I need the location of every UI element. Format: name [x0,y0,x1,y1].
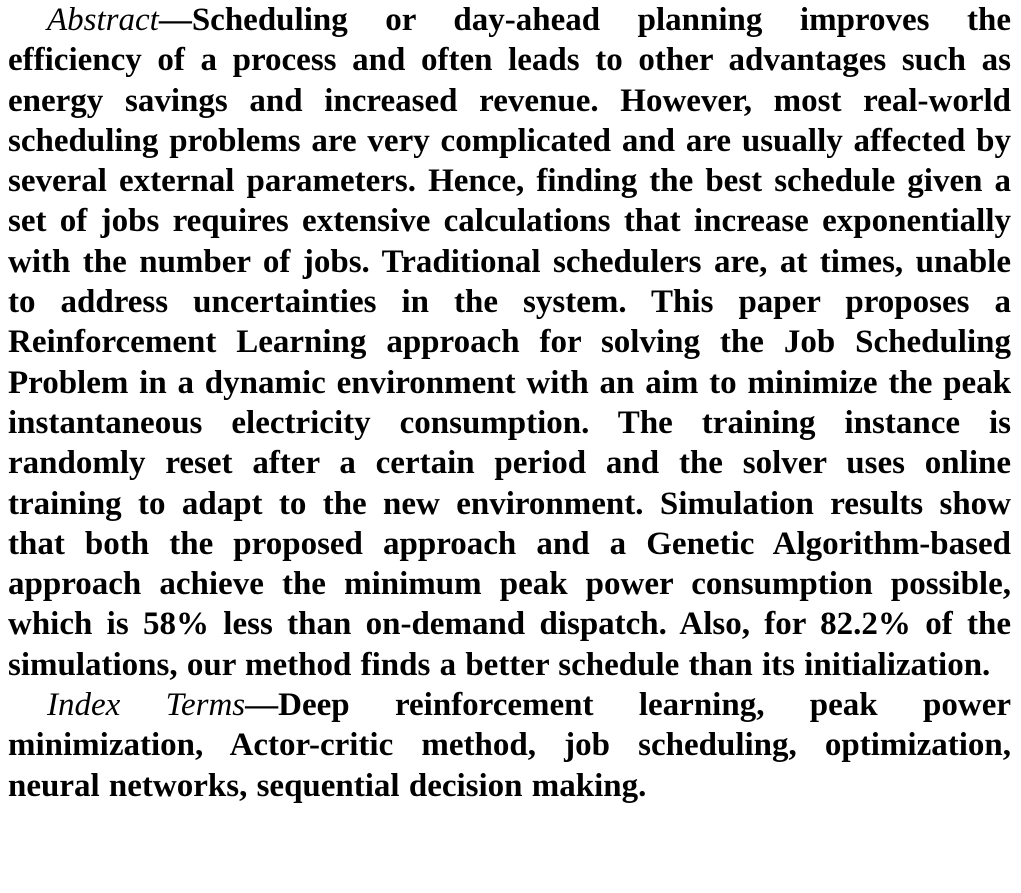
index-terms-dash: — [245,687,279,724]
index-terms-label: Index Terms [47,687,246,724]
abstract-label: Abstract [47,2,159,38]
abstract-text: Scheduling or day-ahead planning improves the efficiency of a process and often leads to other advantages such as energy savings and increased revenue. However, most real-world scheduling problems are very complicated and are usually affected by several external parameters. Hence, finding the best schedule given a set of jobs requires extensive calculations that increase exponentially with the number of jobs. Traditional schedulers are, at times, unable to address uncertainties in the system. This paper proposes a Reinforcement Learning approach for solving the Job Scheduling Problem in a dynamic environment with an aim to minimize the peak instantaneous electricity consumption. The training instance is randomly reset after a certain period and the solver uses online training to adapt to the new environment. Simulation results show that both the proposed approach and a Genetic Algorithm-based approach achieve the minimum peak power consumption possible, which is 58% less than on-demand dispatch. Also, for 82.2% of the simulations, our method finds a better schedule than its initialization. [8,2,1011,683]
index-terms-paragraph [8,685,1011,806]
abstract-dash: — [158,2,192,38]
abstract-paragraph [8,0,1011,685]
index-terms-text: Deep reinforcement learning, peak power minimization, Actor-critic method, job scheduling, optimization, neural networks, sequential decision making. [8,687,1011,804]
